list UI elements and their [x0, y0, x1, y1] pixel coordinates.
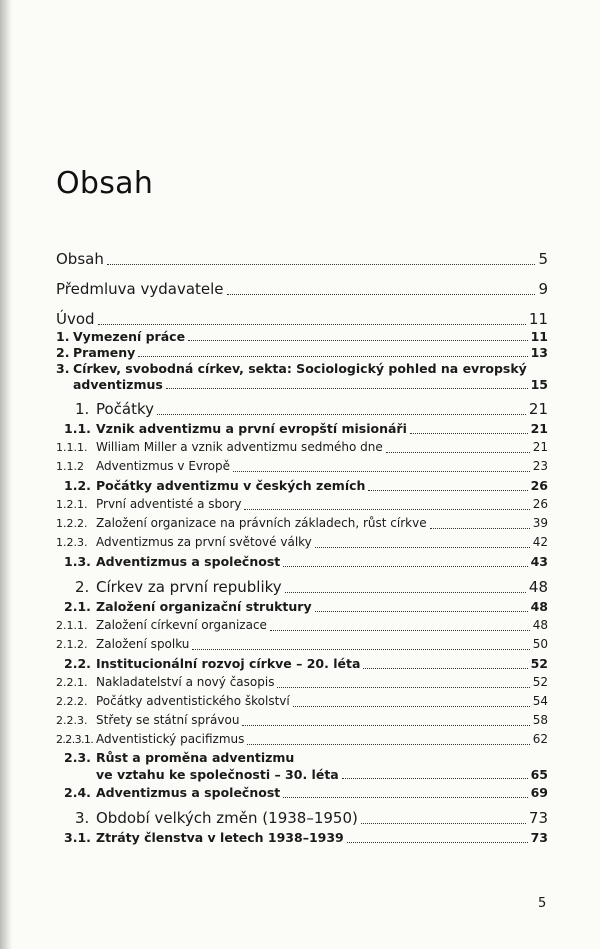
dot-leader [188, 339, 528, 341]
toc-entry-page: 21 [530, 421, 548, 436]
toc-entry-page: 9 [538, 280, 548, 298]
toc-entry-number: 1. [75, 400, 90, 418]
dot-leader [315, 546, 530, 548]
toc-entry-number: 2.1.2. [56, 638, 88, 651]
toc-entry-subsection[interactable] [56, 616, 548, 635]
dot-leader [315, 610, 528, 612]
toc-entry-section[interactable] [56, 345, 548, 361]
toc-entry-introduction[interactable] [56, 310, 548, 329]
toc-entry-title-line1: Růst a proměna adventizmu [96, 750, 295, 765]
page-number: 5 [538, 896, 547, 911]
toc-entry-page: 52 [530, 656, 548, 671]
toc-entry-title: Předmluva vydavatele [56, 280, 224, 298]
dot-leader [233, 470, 530, 472]
toc-entry-section[interactable] [56, 597, 548, 616]
dot-leader [363, 667, 527, 669]
toc-entry-title: Založení organizace na právních základech, růst církve [96, 516, 427, 530]
toc-entry-page: 5 [538, 250, 548, 268]
toc-entry-title: Adventistický pacifizmus [96, 732, 245, 746]
toc-entry-page: 26 [530, 478, 548, 493]
toc-entry-number: 2. [56, 345, 70, 360]
toc-entry-page: 48 [528, 578, 548, 596]
toc-entry-number: 3. [75, 809, 90, 827]
dot-leader [244, 508, 529, 510]
dot-leader [368, 489, 527, 491]
toc-entry-section[interactable] [56, 828, 548, 847]
dot-leader [293, 705, 530, 707]
toc-entry-title: Založení organizační struktury [96, 599, 312, 614]
toc-entry-section[interactable] [56, 476, 548, 495]
toc-entry-number: 1.2.1. [56, 498, 88, 511]
toc-entry-subsection[interactable] [56, 438, 548, 457]
toc-entry-number: 3.1. [64, 830, 91, 845]
toc-entry-section[interactable] [56, 783, 548, 802]
toc-entry-foreword[interactable] [56, 280, 548, 299]
toc-entry-number: 1.2. [64, 478, 91, 493]
dot-leader [270, 629, 530, 631]
dot-leader [107, 263, 536, 265]
toc-entry-page: 11 [530, 329, 548, 344]
toc-entry-number: 1.1.2 [56, 460, 84, 473]
table-of-contents [56, 250, 548, 847]
toc-entry-page: 43 [530, 554, 548, 569]
toc-entry-title: Počátky [96, 400, 155, 418]
toc-entry-title: Adventizmus za první světové války [96, 535, 312, 549]
toc-entry-number: 1.2.2. [56, 517, 88, 530]
toc-entry-title: První adventisté a sbory [96, 497, 242, 511]
toc-entry-page: 13 [530, 345, 548, 360]
toc-entry-title: Úvod [56, 310, 95, 328]
toc-entry-section[interactable] [56, 329, 548, 345]
toc-entry-chapter[interactable] [56, 578, 548, 597]
dot-leader [283, 565, 527, 567]
toc-entry-number: 2.2.3. [56, 714, 88, 727]
toc-entry-title: Střety se státní správou [96, 713, 240, 727]
toc-entry-number: 2.2.2. [56, 695, 88, 708]
toc-entry-title: Nakladatelství a nový časopis [96, 675, 275, 689]
dot-leader [277, 686, 529, 688]
toc-entry-number: 2.2.1. [56, 676, 88, 689]
toc-entry-title: Vymezení práce [73, 329, 186, 344]
toc-entry-number: 1.2.3. [56, 536, 88, 549]
toc-entry-number: 2.1. [64, 599, 91, 614]
dot-leader [285, 591, 526, 593]
toc-entry-number: 2.4. [64, 785, 91, 800]
toc-entry-title-line2: adventizmus [73, 377, 163, 392]
toc-entry-section[interactable] [56, 552, 548, 571]
toc-entry-title: Založení spolku [96, 637, 190, 651]
toc-entry-page: 21 [532, 440, 548, 454]
toc-entry-subsubsection[interactable] [56, 730, 548, 749]
dot-leader [361, 822, 526, 824]
dot-leader [192, 648, 529, 650]
toc-entry-section[interactable] [56, 654, 548, 673]
toc-entry-subsection[interactable] [56, 711, 548, 730]
dot-leader [283, 796, 527, 798]
toc-entry-subsection[interactable] [56, 514, 548, 533]
toc-entry-page: 15 [530, 377, 548, 392]
toc-entry-number: 2.1.1. [56, 619, 88, 632]
toc-entry-page: 65 [530, 767, 548, 782]
toc-entry-subsection[interactable] [56, 635, 548, 654]
toc-entry-page: 50 [532, 637, 548, 651]
toc-entry-section[interactable] [56, 749, 548, 783]
dot-leader [410, 432, 528, 434]
toc-entry-number: 2.2.3.1. [56, 733, 94, 746]
dot-leader [166, 387, 528, 389]
dot-leader [157, 413, 526, 415]
toc-entry-title: Adventizmus a společnost [96, 554, 281, 569]
toc-entry-page: 62 [532, 732, 548, 746]
toc-entry-title: Vznik adventizmu a první evropští misionáři [96, 421, 407, 436]
toc-entry-page: 21 [528, 400, 548, 418]
toc-entry-subsection[interactable] [56, 495, 548, 514]
toc-entry-title: Institucionální rozvoj církve – 20. léta [96, 656, 361, 671]
dot-leader [342, 777, 528, 779]
toc-entry-number: 1.3. [64, 554, 91, 569]
dot-leader [247, 743, 529, 745]
toc-entry-page: 58 [532, 713, 548, 727]
toc-entry-title-line1: Církev, svobodná církev, sekta: Sociologický pohled na evropský [73, 361, 527, 376]
toc-entry-title: Církev za první republiky [96, 578, 282, 596]
toc-entry-title: Založení církevní organizace [96, 618, 267, 632]
toc-entry-title: Adventizmus a společnost [96, 785, 281, 800]
toc-entry-title: Počátky adventizmu v českých zemích [96, 478, 366, 493]
dot-leader [386, 451, 530, 453]
toc-entry-number: 1.1. [64, 421, 91, 436]
toc-entry-chapter[interactable] [56, 809, 548, 828]
dot-leader [227, 293, 536, 295]
toc-entry-page: 23 [532, 459, 548, 473]
toc-entry-page: 11 [528, 310, 548, 328]
toc-entry-title: Prameny [73, 345, 136, 360]
toc-entry-page: 39 [532, 516, 548, 530]
dot-leader [98, 323, 526, 325]
toc-entry-number: 2.3. [64, 750, 91, 765]
toc-entry-page: 73 [528, 809, 548, 827]
dot-leader [347, 841, 528, 843]
toc-entry-subsection[interactable] [56, 533, 548, 552]
toc-entry-title: Adventizmus v Evropě [96, 459, 231, 473]
toc-entry-contents[interactable] [56, 250, 548, 269]
toc-entry-page: 42 [532, 535, 548, 549]
toc-entry-number: 1.1.1. [56, 441, 88, 454]
page-binding-shadow [0, 0, 12, 949]
toc-entry-page: 69 [530, 785, 548, 800]
toc-entry-number: 1. [56, 329, 70, 344]
toc-entry-number: 2. [75, 578, 90, 596]
toc-entry-title: Ztráty členstva v letech 1938–1939 [96, 830, 344, 845]
toc-entry-number: 2.2. [64, 656, 91, 671]
toc-entry-page: 54 [532, 694, 548, 708]
toc-entry-page: 48 [530, 599, 548, 614]
toc-entry-page: 48 [532, 618, 548, 632]
toc-entry-title: William Miller a vznik adventizmu sedmého dne [96, 440, 383, 454]
toc-entry-section[interactable] [56, 361, 548, 393]
toc-entry-title: Obsah [56, 250, 104, 268]
toc-entry-title: Počátky adventistického školství [96, 694, 290, 708]
toc-entry-subsection[interactable] [56, 457, 548, 476]
toc-entry-number: 3. [56, 361, 70, 376]
dot-leader [138, 355, 527, 357]
toc-entry-title: Období velkých změn (1938–1950) [96, 809, 358, 827]
toc-entry-subsection[interactable] [56, 673, 548, 692]
toc-entry-page: 73 [530, 830, 548, 845]
toc-entry-section[interactable] [56, 419, 548, 438]
toc-entry-chapter[interactable] [56, 400, 548, 419]
dot-leader [242, 724, 529, 726]
toc-entry-title-line2: ve vztahu ke společnosti – 30. léta [96, 767, 339, 782]
toc-entry-page: 52 [532, 675, 548, 689]
page-title: Obsah [56, 166, 154, 201]
toc-entry-subsection[interactable] [56, 692, 548, 711]
toc-entry-page: 26 [532, 497, 548, 511]
dot-leader [430, 527, 530, 529]
